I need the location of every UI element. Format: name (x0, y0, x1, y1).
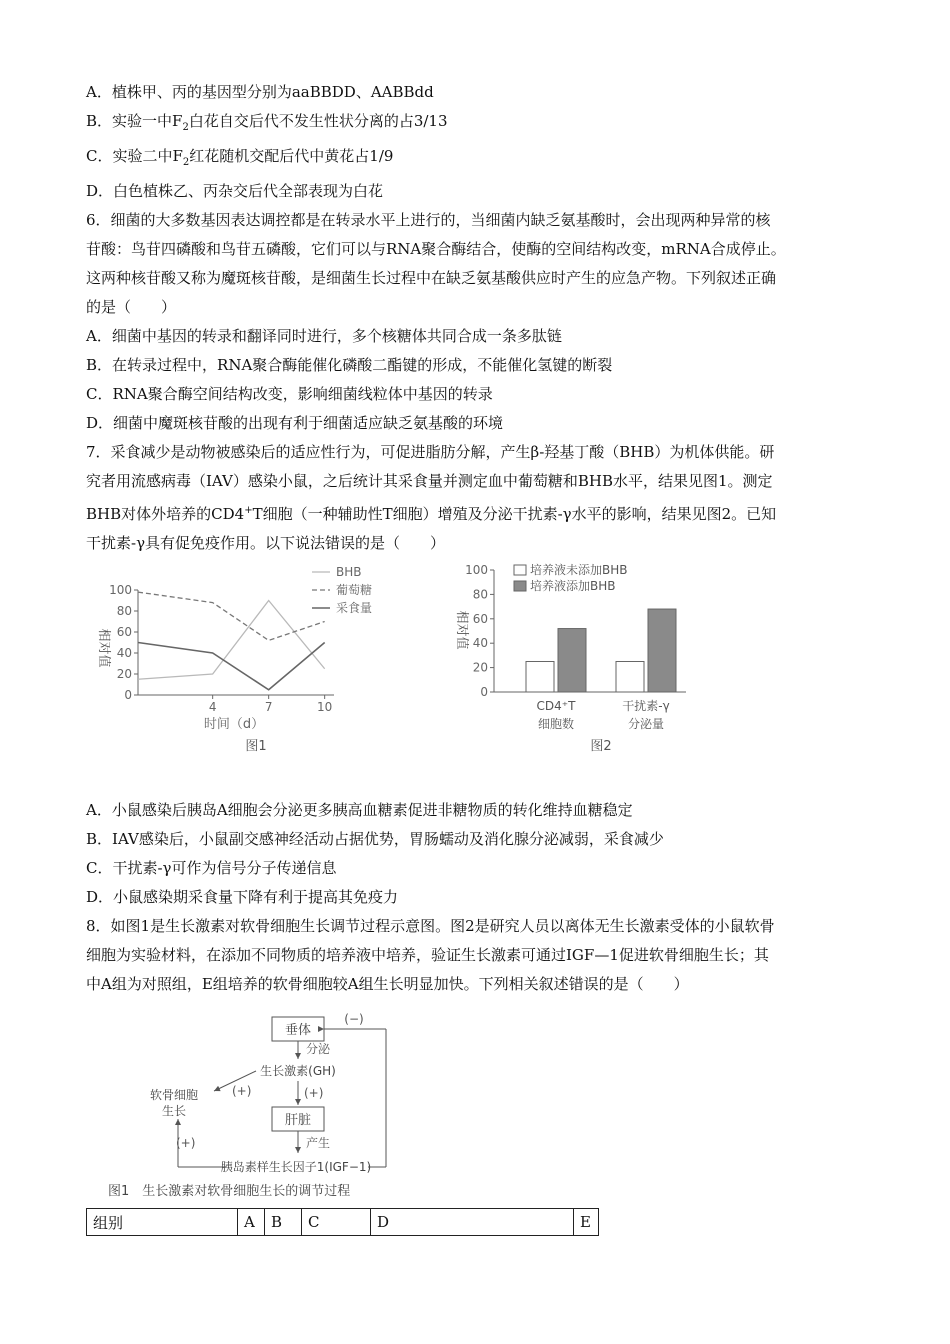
table-header-cell: E (574, 1209, 599, 1236)
produce-label: 产生 (306, 1136, 331, 1150)
q6-option-d: D．细菌中魔斑核苷酸的出现有利于细菌适应缺乏氨基酸的环境 (86, 414, 504, 432)
q5-option-b: B．实验一中$F_2$白花自交后代不发生性状分离的占3/13 (86, 112, 448, 133)
fig2-legend-label: 培养液未添加BHB (530, 563, 628, 577)
fig2-ytick-label: 0 (480, 685, 488, 699)
fig1-ylabel: 相对值 (96, 628, 111, 668)
fig1-series-line (138, 592, 325, 640)
fig1-xtick-label: 7 (264, 700, 273, 714)
negative-feedback-label: (−) (344, 1012, 364, 1026)
fig2-category-label: 干扰素-γ (622, 699, 670, 713)
figure2-bar-chart (446, 560, 696, 786)
fig1-legend-label: BHB (336, 565, 362, 579)
fig1-ytick-label: 0 (124, 688, 132, 702)
q7-option-b: B．IAV感染后，小鼠副交感神经活动占据优势，胃肠蠕动及消化腺分泌减弱，采食减少 (86, 830, 664, 848)
fig2-bar (558, 629, 586, 692)
q6-stem-line: 6．细菌的大多数基因表达调控都是在转录水平上进行的，当细菌内缺乏氨基酸时，会出现两种异常的核 (86, 211, 771, 229)
table-header-cell: B (265, 1209, 302, 1236)
liver-label: 肝脏 (284, 1113, 312, 1128)
q6-option-c: C．RNA聚合酶空间结构改变，影响细菌线粒体中基因的转录 (86, 385, 493, 403)
table-row (87, 1209, 599, 1236)
q6-option-b: B．在转录过程中，RNA聚合酶能催化磷酸二酯键的形成，不能催化氢键的断裂 (86, 356, 613, 374)
fig1-legend-label: 采食量 (336, 601, 373, 615)
gh-label: 生长激素(GH) (260, 1064, 336, 1078)
table-header-cell: A (238, 1209, 265, 1236)
q5-option-d: D．白色植株乙、丙杂交后代全部表现为白花 (86, 182, 384, 200)
q7-stem-line: 7．采食减少是动物被感染后的适应性行为，可促进脂肪分解，产生β-羟基丁酸（BHB）为机体供能。研 (86, 443, 775, 461)
q8-stem-line: 细胞为实验材料，在添加不同物质的培养液中培养，验证生长激素可通过IGF—1促进软骨细胞生长；其 (86, 946, 769, 964)
fig2-ylabel: 相对值 (454, 610, 469, 650)
table-header-cell: 组别 (87, 1209, 238, 1236)
cartilage-label-line2: 生长 (161, 1104, 187, 1118)
fig1-title: 图1 (245, 739, 267, 754)
q6-stem-line: 的是（ ） (86, 298, 177, 316)
fig2-title: 图2 (590, 739, 612, 754)
table-header-cell: D (371, 1209, 574, 1236)
fig2-category-label: 分泌量 (627, 717, 665, 731)
q6-option-a: A．细菌中基因的转录和翻译同时进行，多个核糖体共同合成一条多肽链 (86, 327, 562, 345)
secrete-label: 分泌 (306, 1042, 331, 1056)
q8-stem-line: 中A组为对照组，E组培养的软骨细胞较A组生长明显加快。下列相关叙述错误的是（ ） (86, 975, 689, 993)
plus-label-3: (+) (176, 1136, 196, 1150)
fig2-ytick-label: 20 (472, 660, 488, 675)
fig1-ytick-label: 80 (116, 604, 132, 618)
fig1-ytick-label: 100 (109, 583, 132, 597)
fig2-category-label: CD4⁺T (536, 699, 576, 713)
plus-label-1: (+) (232, 1084, 252, 1098)
fig1-series-line (138, 601, 325, 680)
q7-option-a: A．小鼠感染后胰岛A细胞会分泌更多胰高血糖素促进非糖物质的转化维持血糖稳定 (86, 801, 633, 819)
cartilage-label-line1: 软骨细胞 (149, 1088, 199, 1102)
fig2-bar (616, 662, 644, 693)
fig2-legend-swatch (514, 565, 526, 575)
fig1-xlabel: 时间（d） (203, 717, 265, 732)
q6-stem-line: 苷酸：鸟苷四磷酸和鸟苷五磷酸，它们可以与RNA聚合酶结合，使酶的空间结构改变，mRNA合成停止。 (86, 240, 786, 258)
q5-option-c: C．实验二中$F_2$红花随机交配后代中黄花占1/9 (86, 147, 394, 168)
fig1-xtick-label: 10 (317, 700, 333, 714)
q6-stem-line: 这两种核苷酸又称为魔斑核苷酸，是细菌生长过程中在缺乏氨基酸供应时产生的应急产物。下列叙述正确 (86, 269, 777, 287)
figure1-line-chart (86, 560, 426, 786)
q7-stem-line: BHB对体外培养的CD4+T细胞（一种辅助性T细胞）增殖及分泌干扰素-γ水平的影响，结果见图2。已知 (86, 505, 777, 523)
table-header-cell: C (302, 1209, 371, 1236)
document-page (86, 78, 866, 1236)
diagram-caption: 图1 生长激素对软骨细胞生长的调节过程 (108, 1184, 351, 1199)
q7-figures (86, 560, 866, 792)
fig2-ytick-label: 60 (472, 611, 488, 626)
q5-option-a: A．植株甲、丙的基因型分别为aaBBDD、AABBdd (86, 83, 434, 101)
fig2-bar (648, 609, 676, 692)
fig2-ytick-label: 80 (472, 587, 488, 602)
plus-label-2: (+) (304, 1086, 324, 1100)
q7-option-c: C．干扰素-γ可作为信号分子传递信息 (86, 859, 337, 877)
group-table (86, 1208, 599, 1236)
fig2-bar (526, 662, 554, 693)
fig1-ytick-label: 40 (116, 646, 132, 660)
fig1-ytick-label: 60 (116, 625, 132, 639)
fig2-legend-swatch (514, 581, 526, 591)
fig2-ytick-label: 40 (472, 636, 488, 651)
igf-label: 胰岛素样生长因子1(IGF−1) (220, 1160, 372, 1174)
fig2-ytick-label: 100 (465, 563, 488, 577)
q7-stem-line: 干扰素-γ具有促免疫作用。以下说法错误的是（ ） (86, 534, 446, 552)
fig2-legend-label: 培养液添加BHB (530, 579, 616, 593)
q7-option-d: D．小鼠感染期采食量下降有利于提高其免疫力 (86, 888, 399, 906)
q8-stem-line: 8．如图1是生长激素对软骨细胞生长调节过程示意图。图2是研究人员以离体无生长激素受体的小鼠软骨 (86, 917, 775, 935)
fig1-legend-label: 葡萄糖 (336, 583, 373, 597)
fig1-xtick-label: 4 (208, 700, 217, 714)
pituitary-label: 垂体 (284, 1023, 312, 1038)
gh-regulation-diagram (86, 1007, 606, 1202)
fig1-ytick-label: 20 (116, 667, 132, 681)
fig2-category-label: 细胞数 (537, 717, 575, 731)
q7-stem-line: 究者用流感病毒（IAV）感染小鼠，之后统计其采食量并测定血中葡萄糖和BHB水平，结果见图1。测定 (86, 472, 773, 490)
